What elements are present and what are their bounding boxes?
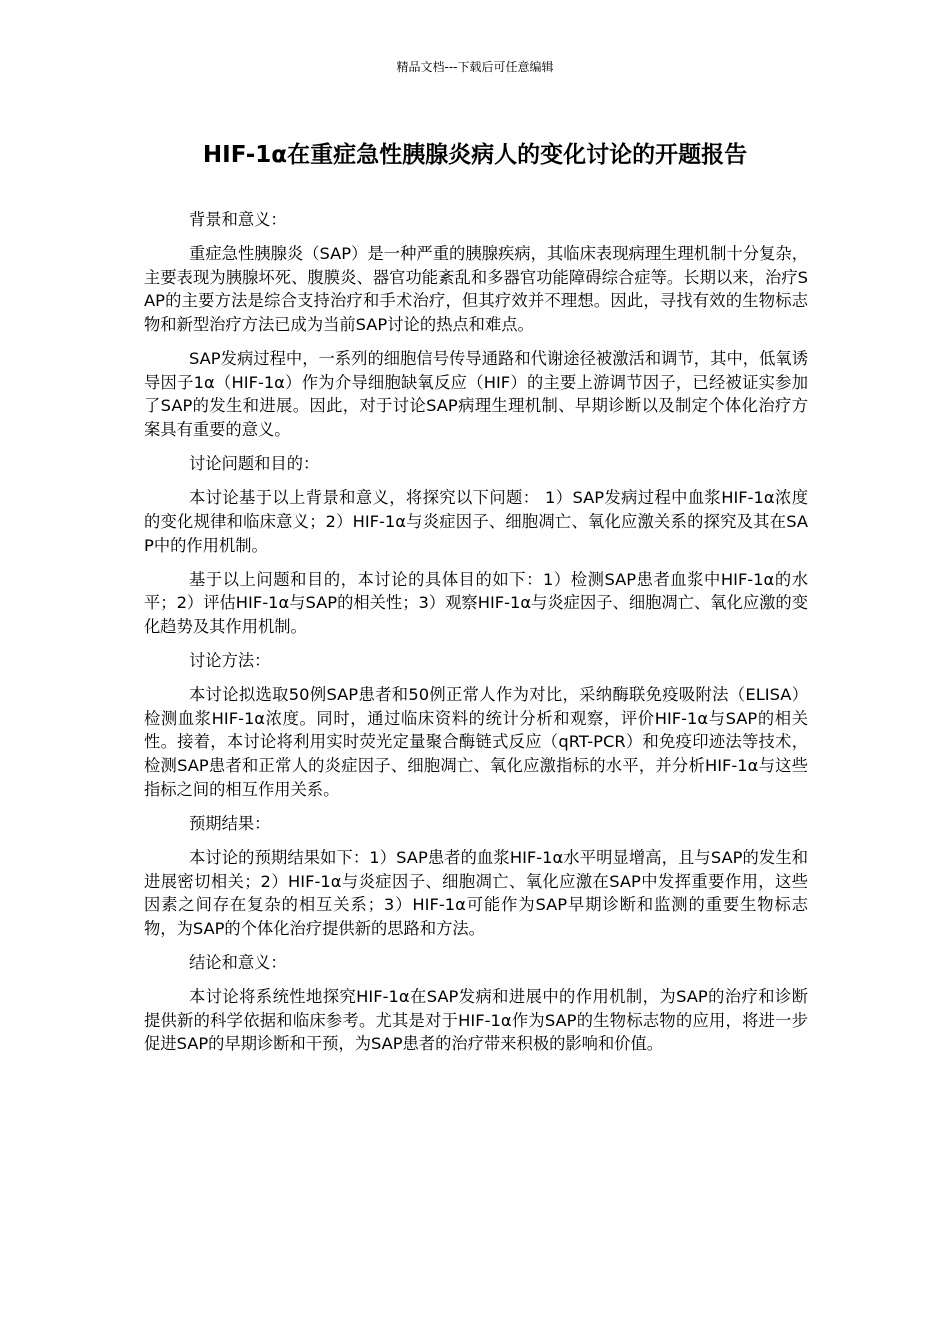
section-heading-expected-results: 预期结果： — [189, 813, 271, 833]
paragraph-background-1: 重症急性胰腺炎（SAP）是一种严重的胰腺疾病，其临床表现病理生理机制十分复杂，主要表现为胰腺坏死、腹膜炎、器官功能紊乱和多器官功能障碍综合症等。长期以来，治疗SAP的主要方法是综合支持治疗和手术治疗，但其疗效并不理想。因此，寻找有效的生物标志物和新型治疗方法已成为当前SAP讨论的热点和难点。 — [144, 244, 808, 334]
document-body — [144, 208, 808, 1067]
paragraph-conclusion: 本讨论将系统性地探究HIF-1α在SAP发病和进展中的作用机制，为SAP的治疗和诊断提供新的科学依据和临床参考。尤其是对于HIF-1α作为SAP的生物标志物的应用，将进一步促进SAP的早期诊断和干预，为SAP患者的治疗带来积极的影响和价值。 — [144, 987, 808, 1054]
section-heading-conclusion: 结论和意义： — [189, 952, 287, 972]
paragraph-background-2: SAP发病过程中，一系列的细胞信号传导通路和代谢途径被激活和调节，其中，低氧诱导因子1α（HIF-1α）作为介导细胞缺氧反应（HIF）的主要上游调节因子，已经被证实参加了SAP的发生和进展。因此，对于讨论SAP病理生理机制、早期诊断以及制定个体化治疗方案具有重要的意义。 — [144, 349, 808, 439]
section-heading-background: 背景和意义： — [189, 210, 287, 229]
section-heading-questions: 讨论问题和目的： — [189, 454, 320, 474]
document-title: HIF-1α在重症急性胰腺炎病人的变化讨论的开题报告 — [202, 142, 748, 168]
page-header: 精品文档---下载后可任意编辑 — [396, 60, 554, 74]
paragraph-questions-1: 本讨论基于以上背景和意义，将探究以下问题： 1）SAP发病过程中血浆HIF-1α浓度的变化规律和临床意义；2）HIF-1α与炎症因子、细胞凋亡、氧化应激关系的探究及其在SAP中的作用机制。 — [144, 488, 808, 555]
paragraph-methods: 本讨论拟选取50例SAP患者和50例正常人作为对比，采纳酶联免疫吸附法（ELISA）检测血浆HIF-1α浓度。同时，通过临床资料的统计分析和观察，评价HIF-1α与SAP的相关性。接着，本讨论将利用实时荧光定量聚合酶链式反应（qRT-PCR）和免疫印迹法等技术，检测SAP患者和正常人的炎症因子、细胞凋亡、氧化应激指标的水平，并分析HIF-1α与这些指标之间的相互作用关系。 — [144, 685, 808, 799]
paragraph-expected-results: 本讨论的预期结果如下：1）SAP患者的血浆HIF-1α水平明显增高，且与SAP的发生和进展密切相关；2）HIF-1α与炎症因子、细胞凋亡、氧化应激在SAP中发挥重要作用，这些因素之间存在复杂的相互关系；3）HIF-1α可能作为SAP早期诊断和监测的重要生物标志物，为SAP的个体化治疗提供新的思路和方法。 — [144, 848, 808, 938]
paragraph-questions-2: 基于以上问题和目的，本讨论的具体目的如下：1）检测SAP患者血浆中HIF-1α的水平；2）评估HIF-1α与SAP的相关性；3）观察HIF-1α与炎症因子、细胞凋亡、氧化应激的变化趋势及其作用机制。 — [144, 569, 808, 636]
section-heading-methods: 讨论方法： — [189, 651, 271, 671]
